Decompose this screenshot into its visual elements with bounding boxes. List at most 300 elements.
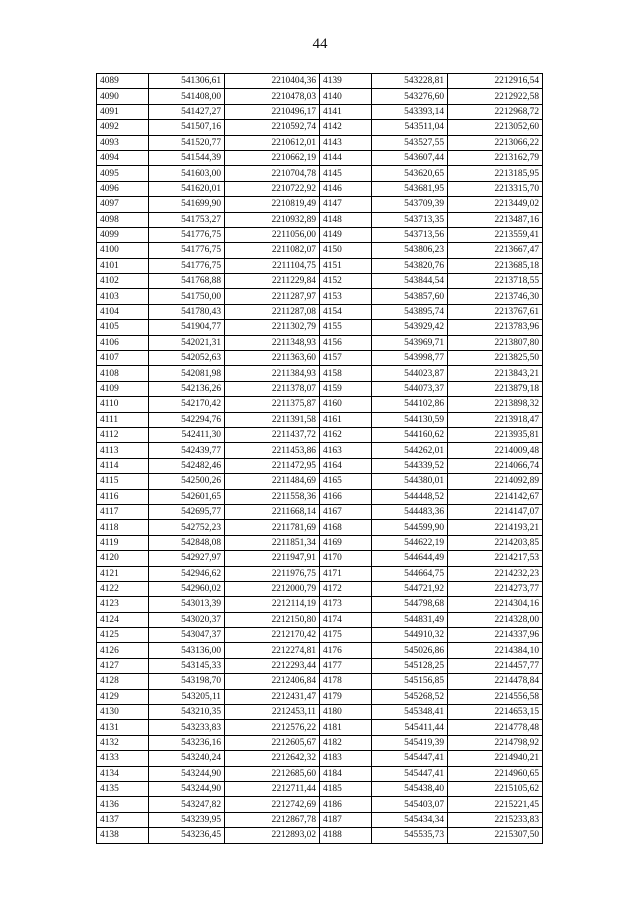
y-coordinate-cell: 2214009,48 — [448, 443, 543, 458]
y-coordinate-cell: 2212867,78 — [225, 812, 320, 827]
y-coordinate-cell: 2211851,34 — [225, 535, 320, 550]
x-coordinate-cell: 541753,27 — [149, 212, 225, 227]
point-number-cell: 4125 — [97, 628, 149, 643]
point-number-cell: 4110 — [97, 397, 149, 412]
point-number-cell: 4140 — [320, 89, 372, 104]
table-row — [97, 720, 543, 735]
x-coordinate-cell: 541603,00 — [149, 166, 225, 181]
table-row — [97, 458, 543, 473]
point-number-cell: 4105 — [97, 320, 149, 335]
x-coordinate-cell: 544831,49 — [372, 612, 448, 627]
y-coordinate-cell: 2212000,79 — [225, 581, 320, 596]
table-row — [97, 566, 543, 581]
point-number-cell: 4152 — [320, 274, 372, 289]
point-number-cell: 4167 — [320, 504, 372, 519]
x-coordinate-cell: 543210,35 — [149, 705, 225, 720]
point-number-cell: 4124 — [97, 612, 149, 627]
x-coordinate-cell: 544483,36 — [372, 504, 448, 519]
table-row — [97, 489, 543, 504]
y-coordinate-cell: 2212711,44 — [225, 781, 320, 796]
x-coordinate-cell: 544664,75 — [372, 566, 448, 581]
y-coordinate-cell: 2211104,75 — [225, 258, 320, 273]
y-coordinate-cell: 2212170,42 — [225, 628, 320, 643]
y-coordinate-cell: 2214193,21 — [448, 520, 543, 535]
table-row — [97, 166, 543, 181]
x-coordinate-cell: 543393,14 — [372, 104, 448, 119]
table-row — [97, 74, 543, 89]
point-number-cell: 4089 — [97, 74, 149, 89]
table-row — [97, 381, 543, 396]
point-number-cell: 4154 — [320, 304, 372, 319]
point-number-cell: 4188 — [320, 828, 372, 843]
point-number-cell: 4165 — [320, 474, 372, 489]
x-coordinate-cell: 541776,75 — [149, 258, 225, 273]
x-coordinate-cell: 542170,42 — [149, 397, 225, 412]
point-number-cell: 4139 — [320, 74, 372, 89]
table-row — [97, 735, 543, 750]
table-row — [97, 474, 543, 489]
table-row — [97, 135, 543, 150]
point-number-cell: 4157 — [320, 351, 372, 366]
point-number-cell: 4185 — [320, 781, 372, 796]
x-coordinate-cell: 542601,65 — [149, 489, 225, 504]
point-number-cell: 4109 — [97, 381, 149, 396]
y-coordinate-cell: 2211384,93 — [225, 366, 320, 381]
table-row — [97, 520, 543, 535]
point-number-cell: 4126 — [97, 643, 149, 658]
point-number-cell: 4137 — [97, 812, 149, 827]
x-coordinate-cell: 543713,56 — [372, 227, 448, 242]
point-number-cell: 4187 — [320, 812, 372, 827]
point-number-cell: 4148 — [320, 212, 372, 227]
y-coordinate-cell: 2212968,72 — [448, 104, 543, 119]
x-coordinate-cell: 543276,60 — [372, 89, 448, 104]
point-number-cell: 4149 — [320, 227, 372, 242]
x-coordinate-cell: 543247,82 — [149, 797, 225, 812]
table-row — [97, 89, 543, 104]
y-coordinate-cell: 2213783,96 — [448, 320, 543, 335]
y-coordinate-cell: 2210662,19 — [225, 150, 320, 165]
table-row — [97, 212, 543, 227]
point-number-cell: 4177 — [320, 658, 372, 673]
x-coordinate-cell: 545447,41 — [372, 766, 448, 781]
x-coordinate-cell: 543620,65 — [372, 166, 448, 181]
point-number-cell: 4138 — [97, 828, 149, 843]
x-coordinate-cell: 545434,34 — [372, 812, 448, 827]
y-coordinate-cell: 2213185,95 — [448, 166, 543, 181]
x-coordinate-cell: 542482,46 — [149, 458, 225, 473]
table-row — [97, 243, 543, 258]
x-coordinate-cell: 541776,75 — [149, 227, 225, 242]
x-coordinate-cell: 543820,76 — [372, 258, 448, 273]
point-number-cell: 4179 — [320, 689, 372, 704]
x-coordinate-cell: 545268,52 — [372, 689, 448, 704]
y-coordinate-cell: 2210819,49 — [225, 197, 320, 212]
point-number-cell: 4132 — [97, 735, 149, 750]
y-coordinate-cell: 2214457,77 — [448, 658, 543, 673]
point-number-cell: 4100 — [97, 243, 149, 258]
table-row — [97, 766, 543, 781]
x-coordinate-cell: 543527,55 — [372, 135, 448, 150]
point-number-cell: 4155 — [320, 320, 372, 335]
y-coordinate-cell: 2213315,70 — [448, 181, 543, 196]
point-number-cell: 4096 — [97, 181, 149, 196]
point-number-cell: 4158 — [320, 366, 372, 381]
point-number-cell: 4133 — [97, 751, 149, 766]
point-number-cell: 4156 — [320, 335, 372, 350]
y-coordinate-cell: 2214778,48 — [448, 720, 543, 735]
y-coordinate-cell: 2214653,15 — [448, 705, 543, 720]
point-number-cell: 4123 — [97, 597, 149, 612]
point-number-cell: 4168 — [320, 520, 372, 535]
x-coordinate-cell: 542848,08 — [149, 535, 225, 550]
x-coordinate-cell: 544262,01 — [372, 443, 448, 458]
x-coordinate-cell: 545156,85 — [372, 674, 448, 689]
point-number-cell: 4163 — [320, 443, 372, 458]
y-coordinate-cell: 2215233,83 — [448, 812, 543, 827]
point-number-cell: 4107 — [97, 351, 149, 366]
x-coordinate-cell: 543857,60 — [372, 289, 448, 304]
y-coordinate-cell: 2213066,22 — [448, 135, 543, 150]
table-row — [97, 658, 543, 673]
x-coordinate-cell: 542752,23 — [149, 520, 225, 535]
y-coordinate-cell: 2215307,50 — [448, 828, 543, 843]
y-coordinate-cell: 2210496,17 — [225, 104, 320, 119]
x-coordinate-cell: 542294,76 — [149, 412, 225, 427]
y-coordinate-cell: 2214478,84 — [448, 674, 543, 689]
coordinates-table-body — [97, 74, 543, 844]
table-row — [97, 289, 543, 304]
table-row — [97, 751, 543, 766]
point-number-cell: 4097 — [97, 197, 149, 212]
table-row — [97, 351, 543, 366]
x-coordinate-cell: 542136,26 — [149, 381, 225, 396]
y-coordinate-cell: 2213935,81 — [448, 427, 543, 442]
y-coordinate-cell: 2213898,32 — [448, 397, 543, 412]
point-number-cell: 4103 — [97, 289, 149, 304]
x-coordinate-cell: 543047,37 — [149, 628, 225, 643]
table-row — [97, 643, 543, 658]
y-coordinate-cell: 2211363,60 — [225, 351, 320, 366]
x-coordinate-cell: 541427,27 — [149, 104, 225, 119]
point-number-cell: 4141 — [320, 104, 372, 119]
y-coordinate-cell: 2212293,44 — [225, 658, 320, 673]
x-coordinate-cell: 542695,77 — [149, 504, 225, 519]
point-number-cell: 4147 — [320, 197, 372, 212]
x-coordinate-cell: 544644,49 — [372, 551, 448, 566]
point-number-cell: 4113 — [97, 443, 149, 458]
point-number-cell: 4101 — [97, 258, 149, 273]
x-coordinate-cell: 543709,39 — [372, 197, 448, 212]
point-number-cell: 4129 — [97, 689, 149, 704]
x-coordinate-cell: 543233,83 — [149, 720, 225, 735]
x-coordinate-cell: 545026,86 — [372, 643, 448, 658]
y-coordinate-cell: 2211229,84 — [225, 274, 320, 289]
y-coordinate-cell: 2212916,54 — [448, 74, 543, 89]
y-coordinate-cell: 2210932,89 — [225, 212, 320, 227]
table-row — [97, 397, 543, 412]
point-number-cell: 4166 — [320, 489, 372, 504]
point-number-cell: 4184 — [320, 766, 372, 781]
x-coordinate-cell: 542411,30 — [149, 427, 225, 442]
x-coordinate-cell: 541507,16 — [149, 120, 225, 135]
point-number-cell: 4172 — [320, 581, 372, 596]
y-coordinate-cell: 2213879,18 — [448, 381, 543, 396]
x-coordinate-cell: 542960,02 — [149, 581, 225, 596]
y-coordinate-cell: 2213718,55 — [448, 274, 543, 289]
point-number-cell: 4095 — [97, 166, 149, 181]
x-coordinate-cell: 544160,62 — [372, 427, 448, 442]
x-coordinate-cell: 544910,32 — [372, 628, 448, 643]
point-number-cell: 4144 — [320, 150, 372, 165]
point-number-cell: 4115 — [97, 474, 149, 489]
y-coordinate-cell: 2211302,79 — [225, 320, 320, 335]
x-coordinate-cell: 541768,88 — [149, 274, 225, 289]
x-coordinate-cell: 543244,90 — [149, 766, 225, 781]
table-row — [97, 274, 543, 289]
x-coordinate-cell: 543929,42 — [372, 320, 448, 335]
y-coordinate-cell: 2210404,36 — [225, 74, 320, 89]
y-coordinate-cell: 2214273,77 — [448, 581, 543, 596]
y-coordinate-cell: 2214203,85 — [448, 535, 543, 550]
y-coordinate-cell: 2210612,01 — [225, 135, 320, 150]
x-coordinate-cell: 543713,35 — [372, 212, 448, 227]
point-number-cell: 4134 — [97, 766, 149, 781]
y-coordinate-cell: 2212274,81 — [225, 643, 320, 658]
x-coordinate-cell: 543844,54 — [372, 274, 448, 289]
point-number-cell: 4108 — [97, 366, 149, 381]
point-number-cell: 4186 — [320, 797, 372, 812]
y-coordinate-cell: 2211056,00 — [225, 227, 320, 242]
y-coordinate-cell: 2211082,07 — [225, 243, 320, 258]
y-coordinate-cell: 2215221,45 — [448, 797, 543, 812]
table-row — [97, 535, 543, 550]
x-coordinate-cell: 541750,00 — [149, 289, 225, 304]
y-coordinate-cell: 2214556,58 — [448, 689, 543, 704]
x-coordinate-cell: 544622,19 — [372, 535, 448, 550]
y-coordinate-cell: 2212922,58 — [448, 89, 543, 104]
y-coordinate-cell: 2211348,93 — [225, 335, 320, 350]
x-coordinate-cell: 543236,16 — [149, 735, 225, 750]
x-coordinate-cell: 541904,77 — [149, 320, 225, 335]
table-row — [97, 366, 543, 381]
y-coordinate-cell: 2211375,87 — [225, 397, 320, 412]
y-coordinate-cell: 2214384,10 — [448, 643, 543, 658]
x-coordinate-cell: 543240,24 — [149, 751, 225, 766]
x-coordinate-cell: 543806,23 — [372, 243, 448, 258]
point-number-cell: 4098 — [97, 212, 149, 227]
table-row — [97, 812, 543, 827]
x-coordinate-cell: 542021,31 — [149, 335, 225, 350]
point-number-cell: 4112 — [97, 427, 149, 442]
y-coordinate-cell: 2213052,60 — [448, 120, 543, 135]
point-number-cell: 4171 — [320, 566, 372, 581]
table-row — [97, 628, 543, 643]
x-coordinate-cell: 544448,52 — [372, 489, 448, 504]
y-coordinate-cell: 2214232,23 — [448, 566, 543, 581]
y-coordinate-cell: 2213685,18 — [448, 258, 543, 273]
y-coordinate-cell: 2211391,58 — [225, 412, 320, 427]
y-coordinate-cell: 2212576,22 — [225, 720, 320, 735]
x-coordinate-cell: 543969,71 — [372, 335, 448, 350]
point-number-cell: 4121 — [97, 566, 149, 581]
x-coordinate-cell: 543145,33 — [149, 658, 225, 673]
x-coordinate-cell: 542927,97 — [149, 551, 225, 566]
point-number-cell: 4181 — [320, 720, 372, 735]
y-coordinate-cell: 2213667,47 — [448, 243, 543, 258]
point-number-cell: 4102 — [97, 274, 149, 289]
point-number-cell: 4094 — [97, 150, 149, 165]
x-coordinate-cell: 543998,77 — [372, 351, 448, 366]
y-coordinate-cell: 2212685,60 — [225, 766, 320, 781]
table-row — [97, 150, 543, 165]
point-number-cell: 4116 — [97, 489, 149, 504]
table-row — [97, 597, 543, 612]
point-number-cell: 4175 — [320, 628, 372, 643]
y-coordinate-cell: 2211558,36 — [225, 489, 320, 504]
point-number-cell: 4151 — [320, 258, 372, 273]
x-coordinate-cell: 544339,52 — [372, 458, 448, 473]
point-number-cell: 4120 — [97, 551, 149, 566]
table-row — [97, 320, 543, 335]
point-number-cell: 4161 — [320, 412, 372, 427]
x-coordinate-cell: 545128,25 — [372, 658, 448, 673]
point-number-cell: 4122 — [97, 581, 149, 596]
x-coordinate-cell: 545411,44 — [372, 720, 448, 735]
y-coordinate-cell: 2210592,74 — [225, 120, 320, 135]
y-coordinate-cell: 2214960,65 — [448, 766, 543, 781]
point-number-cell: 4104 — [97, 304, 149, 319]
point-number-cell: 4170 — [320, 551, 372, 566]
point-number-cell: 4119 — [97, 535, 149, 550]
point-number-cell: 4143 — [320, 135, 372, 150]
table-row — [97, 705, 543, 720]
y-coordinate-cell: 2211484,69 — [225, 474, 320, 489]
x-coordinate-cell: 541620,01 — [149, 181, 225, 196]
point-number-cell: 4164 — [320, 458, 372, 473]
y-coordinate-cell: 2213807,80 — [448, 335, 543, 350]
y-coordinate-cell: 2212453,11 — [225, 705, 320, 720]
point-number-cell: 4114 — [97, 458, 149, 473]
x-coordinate-cell: 541544,39 — [149, 150, 225, 165]
table-row — [97, 674, 543, 689]
x-coordinate-cell: 543020,37 — [149, 612, 225, 627]
point-number-cell: 4128 — [97, 674, 149, 689]
y-coordinate-cell: 2214798,92 — [448, 735, 543, 750]
x-coordinate-cell: 541780,43 — [149, 304, 225, 319]
point-number-cell: 4162 — [320, 427, 372, 442]
point-number-cell: 4092 — [97, 120, 149, 135]
x-coordinate-cell: 543205,11 — [149, 689, 225, 704]
y-coordinate-cell: 2212150,80 — [225, 612, 320, 627]
y-coordinate-cell: 2210478,03 — [225, 89, 320, 104]
table-row — [97, 197, 543, 212]
y-coordinate-cell: 2210704,78 — [225, 166, 320, 181]
y-coordinate-cell: 2213449,02 — [448, 197, 543, 212]
x-coordinate-cell: 541776,75 — [149, 243, 225, 258]
x-coordinate-cell: 542500,26 — [149, 474, 225, 489]
table-row — [97, 335, 543, 350]
x-coordinate-cell: 542439,77 — [149, 443, 225, 458]
point-number-cell: 4090 — [97, 89, 149, 104]
x-coordinate-cell: 544023,87 — [372, 366, 448, 381]
x-coordinate-cell: 541520,77 — [149, 135, 225, 150]
x-coordinate-cell: 544073,37 — [372, 381, 448, 396]
y-coordinate-cell: 2211668,14 — [225, 504, 320, 519]
x-coordinate-cell: 541699,90 — [149, 197, 225, 212]
x-coordinate-cell: 543895,74 — [372, 304, 448, 319]
point-number-cell: 4178 — [320, 674, 372, 689]
y-coordinate-cell: 2212742,69 — [225, 797, 320, 812]
x-coordinate-cell: 545348,41 — [372, 705, 448, 720]
point-number-cell: 4111 — [97, 412, 149, 427]
y-coordinate-cell: 2214066,74 — [448, 458, 543, 473]
table-row — [97, 689, 543, 704]
y-coordinate-cell: 2211781,69 — [225, 520, 320, 535]
x-coordinate-cell: 543136,00 — [149, 643, 225, 658]
y-coordinate-cell: 2213746,30 — [448, 289, 543, 304]
x-coordinate-cell: 544380,01 — [372, 474, 448, 489]
y-coordinate-cell: 2211287,97 — [225, 289, 320, 304]
x-coordinate-cell: 544721,92 — [372, 581, 448, 596]
point-number-cell: 4146 — [320, 181, 372, 196]
x-coordinate-cell: 545403,07 — [372, 797, 448, 812]
x-coordinate-cell: 545419,39 — [372, 735, 448, 750]
x-coordinate-cell: 544798,68 — [372, 597, 448, 612]
x-coordinate-cell: 545447,41 — [372, 751, 448, 766]
x-coordinate-cell: 542946,62 — [149, 566, 225, 581]
point-number-cell: 4117 — [97, 504, 149, 519]
x-coordinate-cell: 541306,61 — [149, 74, 225, 89]
page-number: 44 — [312, 36, 328, 52]
y-coordinate-cell: 2212406,84 — [225, 674, 320, 689]
x-coordinate-cell: 545438,40 — [372, 781, 448, 796]
table-row — [97, 227, 543, 242]
table-row — [97, 181, 543, 196]
table-row — [97, 443, 543, 458]
table-row — [97, 551, 543, 566]
x-coordinate-cell: 542052,63 — [149, 351, 225, 366]
table-row — [97, 581, 543, 596]
y-coordinate-cell: 2213843,21 — [448, 366, 543, 381]
point-number-cell: 4176 — [320, 643, 372, 658]
x-coordinate-cell: 543511,04 — [372, 120, 448, 135]
x-coordinate-cell: 543607,44 — [372, 150, 448, 165]
table-row — [97, 797, 543, 812]
table-row — [97, 258, 543, 273]
point-number-cell: 4173 — [320, 597, 372, 612]
point-number-cell: 4160 — [320, 397, 372, 412]
y-coordinate-cell: 2215105,62 — [448, 781, 543, 796]
table-row — [97, 304, 543, 319]
point-number-cell: 4142 — [320, 120, 372, 135]
y-coordinate-cell: 2214092,89 — [448, 474, 543, 489]
table-row — [97, 120, 543, 135]
point-number-cell: 4131 — [97, 720, 149, 735]
y-coordinate-cell: 2214304,16 — [448, 597, 543, 612]
y-coordinate-cell: 2214940,21 — [448, 751, 543, 766]
point-number-cell: 4135 — [97, 781, 149, 796]
table-row — [97, 781, 543, 796]
x-coordinate-cell: 544102,86 — [372, 397, 448, 412]
point-number-cell: 4106 — [97, 335, 149, 350]
x-coordinate-cell: 543198,70 — [149, 674, 225, 689]
point-number-cell: 4180 — [320, 705, 372, 720]
x-coordinate-cell: 543244,90 — [149, 781, 225, 796]
y-coordinate-cell: 2212642,32 — [225, 751, 320, 766]
x-coordinate-cell: 543013,39 — [149, 597, 225, 612]
x-coordinate-cell: 541408,00 — [149, 89, 225, 104]
